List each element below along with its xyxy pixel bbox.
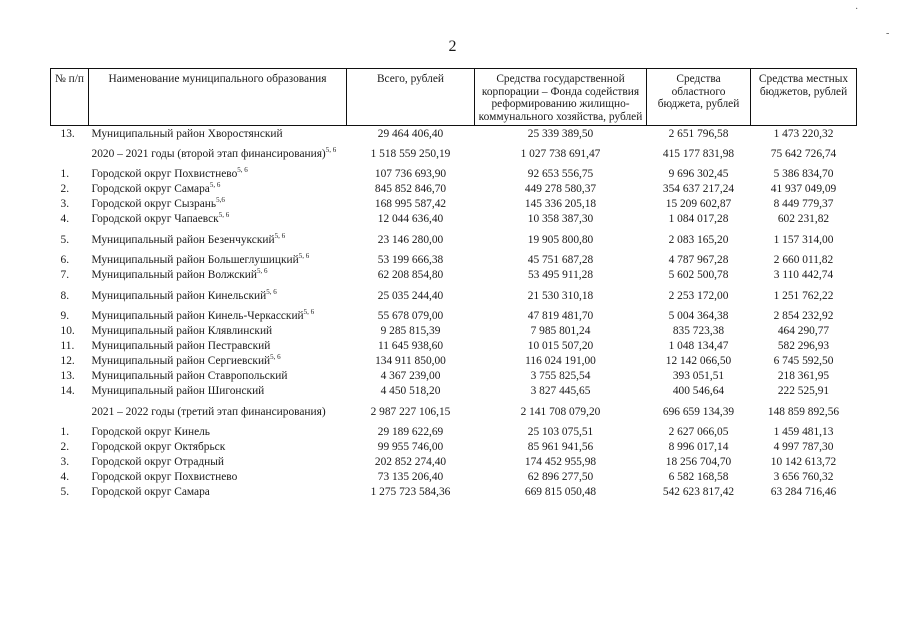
- table-row: [51, 425, 857, 440]
- footnote-ref: 5, 6: [257, 267, 268, 276]
- row-regional: 542 623 817,42: [662, 486, 735, 499]
- row-local: 1 473 220,32: [773, 128, 834, 141]
- row-name-text: Городской округ Самара: [91, 183, 210, 196]
- row-regional: 400 546,64: [672, 385, 725, 398]
- row-total: 107 736 693,90: [374, 168, 447, 181]
- table-row: [51, 197, 857, 212]
- table-row: [51, 455, 857, 470]
- table-row: [51, 369, 857, 384]
- row-name-text: Муниципальный район Кинель-Черкасский: [91, 310, 304, 323]
- row-regional: 9 696 302,45: [668, 168, 729, 181]
- footnote-ref: 5, 6: [209, 181, 221, 190]
- row-fund: 92 653 556,75: [527, 168, 594, 181]
- row-name-text: Городской округ Похвистнево: [91, 168, 238, 181]
- table-row: [51, 141, 857, 167]
- row-total: 99 955 746,00: [377, 441, 444, 454]
- row-regional: 2 627 066,05: [668, 426, 729, 439]
- row-total: 25 035 244,40: [377, 289, 444, 302]
- row-regional: 2 083 165,20: [668, 233, 729, 246]
- row-fund: 3 755 825,54: [530, 370, 591, 383]
- row-local: 3 110 442,74: [773, 269, 834, 282]
- row-name-text: Городской округ Чапаевск: [91, 213, 219, 226]
- row-name: [89, 455, 347, 470]
- row-fund: 25 339 389,50: [527, 128, 594, 141]
- row-name-text: Муниципальный район Хворостянский: [91, 128, 283, 141]
- footnote-ref: 5, 6: [266, 287, 277, 296]
- row-number: 13.: [60, 128, 75, 141]
- row-name: [89, 384, 347, 399]
- row-local: 1 459 481,13: [773, 426, 834, 439]
- row-name-text: Городской округ Сызрань: [91, 198, 217, 211]
- row-name: [89, 339, 347, 354]
- row-name: [89, 369, 347, 384]
- row-fund: 45 751 687,28: [527, 254, 594, 267]
- row-number: 1.: [60, 168, 70, 181]
- row-local: 41 937 049,09: [770, 183, 837, 196]
- table-row: [51, 399, 857, 425]
- row-regional: 393 051,51: [672, 370, 725, 383]
- row-name-text: Муниципальный район Клявлинский: [91, 325, 273, 338]
- row-fund: 174 452 955,98: [524, 456, 597, 469]
- row-total: 29 189 622,69: [377, 426, 444, 439]
- row-regional: 2 651 796,58: [668, 128, 729, 141]
- row-name: [89, 182, 347, 197]
- row-local: 5 386 834,70: [773, 168, 834, 181]
- row-fund: 25 103 075,51: [527, 426, 594, 439]
- row-local: 148 859 892,56: [767, 405, 840, 418]
- row-regional: 1 048 134,47: [668, 340, 729, 353]
- row-number: [51, 399, 89, 425]
- header-num: № п/п: [51, 69, 89, 126]
- row-fund: 116 024 191,00: [525, 355, 596, 368]
- table-row: [51, 212, 857, 227]
- row-name: [89, 309, 347, 324]
- row-total: 9 285 815,39: [380, 325, 441, 338]
- row-regional: 2 253 172,00: [668, 289, 729, 302]
- row-local: 464 290,77: [777, 325, 830, 338]
- row-number: 14.: [60, 385, 75, 398]
- row-name-text: Муниципальный район Ставропольский: [91, 370, 288, 383]
- table-row: [51, 283, 857, 309]
- table-row: [51, 268, 857, 283]
- table-row: [51, 354, 857, 369]
- row-regional: 696 659 134,39: [662, 405, 735, 418]
- row-local: 2 660 011,82: [773, 254, 834, 267]
- header-total: Всего, рублей: [347, 69, 475, 126]
- row-number: 12.: [60, 355, 75, 368]
- row-number: 10.: [60, 325, 75, 338]
- footnote-ref: 5, 6: [298, 252, 310, 261]
- row-name: [89, 485, 347, 500]
- footnote-ref: 5, 6: [237, 166, 248, 175]
- row-number: 1.: [60, 426, 70, 439]
- row-number: 11.: [60, 340, 75, 353]
- table-row: [51, 324, 857, 339]
- row-regional: 354 637 217,24: [662, 183, 735, 196]
- row-name: [89, 268, 347, 283]
- row-local: 602 231,82: [777, 213, 830, 226]
- row-total: 845 852 846,70: [374, 183, 447, 196]
- row-name: [89, 440, 347, 455]
- row-total: 1 518 559 250,19: [370, 147, 451, 160]
- row-total: 29 464 406,40: [377, 128, 444, 141]
- row-name: [89, 197, 347, 212]
- row-fund: 53 495 911,28: [527, 269, 594, 282]
- scan-mark: -: [886, 28, 890, 39]
- row-name: [89, 470, 347, 485]
- row-regional: 18 256 704,70: [665, 456, 732, 469]
- row-name-text: Муниципальный район Пестравский: [91, 340, 271, 353]
- table-row: [51, 470, 857, 485]
- row-name: [89, 253, 347, 268]
- row-total: 73 135 206,40: [377, 471, 444, 484]
- row-fund: 85 961 941,56: [527, 441, 594, 454]
- row-fund: 449 278 580,37: [524, 183, 597, 196]
- row-number: 2.: [60, 183, 70, 196]
- row-regional: 5 602 500,78: [668, 269, 729, 282]
- row-name-text: Муниципальный район Сергиевский: [91, 355, 271, 368]
- row-name-text: Городской округ Кинель: [91, 426, 210, 439]
- row-local: 1 251 762,22: [773, 289, 834, 302]
- row-name: [89, 126, 347, 141]
- row-fund: 10 015 507,20: [527, 340, 594, 353]
- row-name-text: Городской округ Октябрьск: [91, 441, 226, 454]
- row-total: 23 146 280,00: [377, 233, 444, 246]
- table-row: [51, 227, 857, 253]
- row-total: 1 275 723 584,36: [370, 486, 451, 499]
- table-row: [51, 440, 857, 455]
- row-name: [89, 212, 347, 227]
- row-number: 8.: [60, 289, 70, 302]
- row-total: 4 450 518,20: [380, 385, 441, 398]
- row-total: 168 995 587,42: [374, 198, 447, 211]
- row-total: 12 044 636,40: [377, 213, 444, 226]
- row-regional: 12 142 066,50: [665, 355, 732, 368]
- table-body: [51, 126, 857, 500]
- row-regional: 8 996 017,14: [668, 441, 729, 454]
- row-fund: 19 905 800,80: [527, 233, 594, 246]
- row-number: 9.: [60, 310, 70, 323]
- row-name-text: Городской округ Отрадный: [91, 456, 225, 469]
- row-total: 11 645 938,60: [377, 340, 444, 353]
- row-name: [89, 167, 347, 182]
- row-local: 222 525,91: [777, 385, 830, 398]
- row-fund: 10 358 387,30: [527, 213, 594, 226]
- table-header-row: [51, 69, 857, 126]
- row-number: 6.: [60, 254, 70, 267]
- header-name: Наименование муниципального образования: [89, 69, 347, 126]
- row-regional: 835 723,38: [672, 325, 725, 338]
- row-number: 4.: [60, 213, 70, 226]
- table-row: [51, 309, 857, 324]
- row-local: 3 656 760,32: [773, 471, 834, 484]
- row-local: 75 642 726,74: [770, 147, 837, 160]
- table-row: [51, 485, 857, 500]
- table-row: [51, 253, 857, 268]
- table-row: [51, 384, 857, 399]
- row-regional: 6 582 168,58: [668, 471, 729, 484]
- row-local: 8 449 779,37: [773, 198, 834, 211]
- table-row: [51, 167, 857, 182]
- row-name-text: 2020 – 2021 годы (второй этап финансирования): [91, 147, 326, 160]
- row-name-text: Муниципальный район Большеглушицкий: [91, 254, 299, 267]
- row-name: [89, 141, 347, 167]
- row-name: [89, 227, 347, 253]
- row-number: 3.: [60, 456, 70, 469]
- row-local: 4 997 787,30: [773, 441, 834, 454]
- row-total: 55 678 079,00: [377, 310, 444, 323]
- row-regional: 4 787 967,28: [668, 254, 729, 267]
- row-fund: 21 530 310,18: [527, 289, 594, 302]
- row-local: 1 157 314,00: [773, 233, 834, 246]
- footnote-ref: 5, 6: [274, 231, 286, 240]
- row-total: 4 367 239,00: [380, 370, 441, 383]
- row-name-text: Городской округ Похвистнево: [91, 471, 238, 484]
- header-regional: Средства областного бюджета, рублей: [647, 69, 751, 126]
- row-name-text: Муниципальный район Кинельский: [91, 289, 267, 302]
- row-total: 134 911 850,00: [375, 355, 446, 368]
- row-number: 4.: [60, 471, 70, 484]
- row-number: 13.: [60, 370, 75, 383]
- row-name-text: Городской округ Самара: [91, 486, 210, 499]
- header-local: Средства местных бюджетов, рублей: [751, 69, 857, 126]
- funding-table: [50, 68, 857, 500]
- row-local: 218 361,95: [777, 370, 830, 383]
- footnote-ref: 5, 6: [303, 308, 315, 317]
- row-number: 2.: [60, 441, 70, 454]
- row-number: [51, 141, 89, 167]
- row-regional: 415 177 831,98: [662, 147, 735, 160]
- row-total: 53 199 666,38: [377, 254, 444, 267]
- header-fund: Средства государственной корпорации – Фонда содействия реформированию жилищно-коммунального хозяйства, рублей: [475, 69, 647, 126]
- table-row: [51, 126, 857, 141]
- row-number: 5.: [60, 486, 70, 499]
- row-local: 2 854 232,92: [773, 310, 834, 323]
- row-total: 2 987 227 106,15: [370, 405, 451, 418]
- row-fund: 1 027 738 691,47: [520, 147, 601, 160]
- row-regional: 1 084 017,28: [668, 213, 729, 226]
- row-local: 6 745 592,50: [773, 355, 834, 368]
- table-row: [51, 182, 857, 197]
- row-name: [89, 425, 347, 440]
- row-name-text: Муниципальный район Безенчукский: [91, 233, 275, 246]
- row-regional: 5 004 364,38: [668, 310, 729, 323]
- row-local: 63 284 716,46: [770, 486, 837, 499]
- row-total: 202 852 274,40: [374, 456, 447, 469]
- row-local: 582 296,93: [777, 340, 830, 353]
- row-fund: 3 827 445,65: [530, 385, 591, 398]
- row-regional: 15 209 602,87: [665, 198, 732, 211]
- row-name-text: Муниципальный район Волжский: [91, 269, 258, 282]
- row-number: 3.: [60, 198, 70, 211]
- row-fund: 7 985 801,24: [530, 325, 591, 338]
- row-name-text: 2021 – 2022 годы (третий этап финансирования): [91, 405, 326, 418]
- row-name: [89, 324, 347, 339]
- footnote-ref: 5, 6: [218, 211, 230, 220]
- row-number: 5.: [60, 233, 70, 246]
- row-name: [89, 399, 347, 425]
- row-name-text: Муниципальный район Шигонский: [91, 385, 265, 398]
- row-fund: 145 336 205,18: [524, 198, 597, 211]
- table-row: [51, 339, 857, 354]
- row-total: 62 208 854,80: [377, 269, 444, 282]
- page-number: 2: [448, 38, 457, 55]
- footnote-ref: 5,6: [216, 196, 225, 205]
- row-name: [89, 354, 347, 369]
- row-local: 10 142 613,72: [770, 456, 837, 469]
- row-fund: 2 141 708 079,20: [520, 405, 601, 418]
- row-number: 7.: [60, 269, 70, 282]
- footnote-ref: 5, 6: [325, 145, 337, 154]
- row-fund: 47 819 481,70: [527, 310, 594, 323]
- row-fund: 62 896 277,50: [527, 471, 594, 484]
- row-fund: 669 815 050,48: [524, 486, 597, 499]
- scan-mark: ·: [855, 4, 859, 15]
- row-name: [89, 283, 347, 309]
- footnote-ref: 5, 6: [270, 353, 281, 362]
